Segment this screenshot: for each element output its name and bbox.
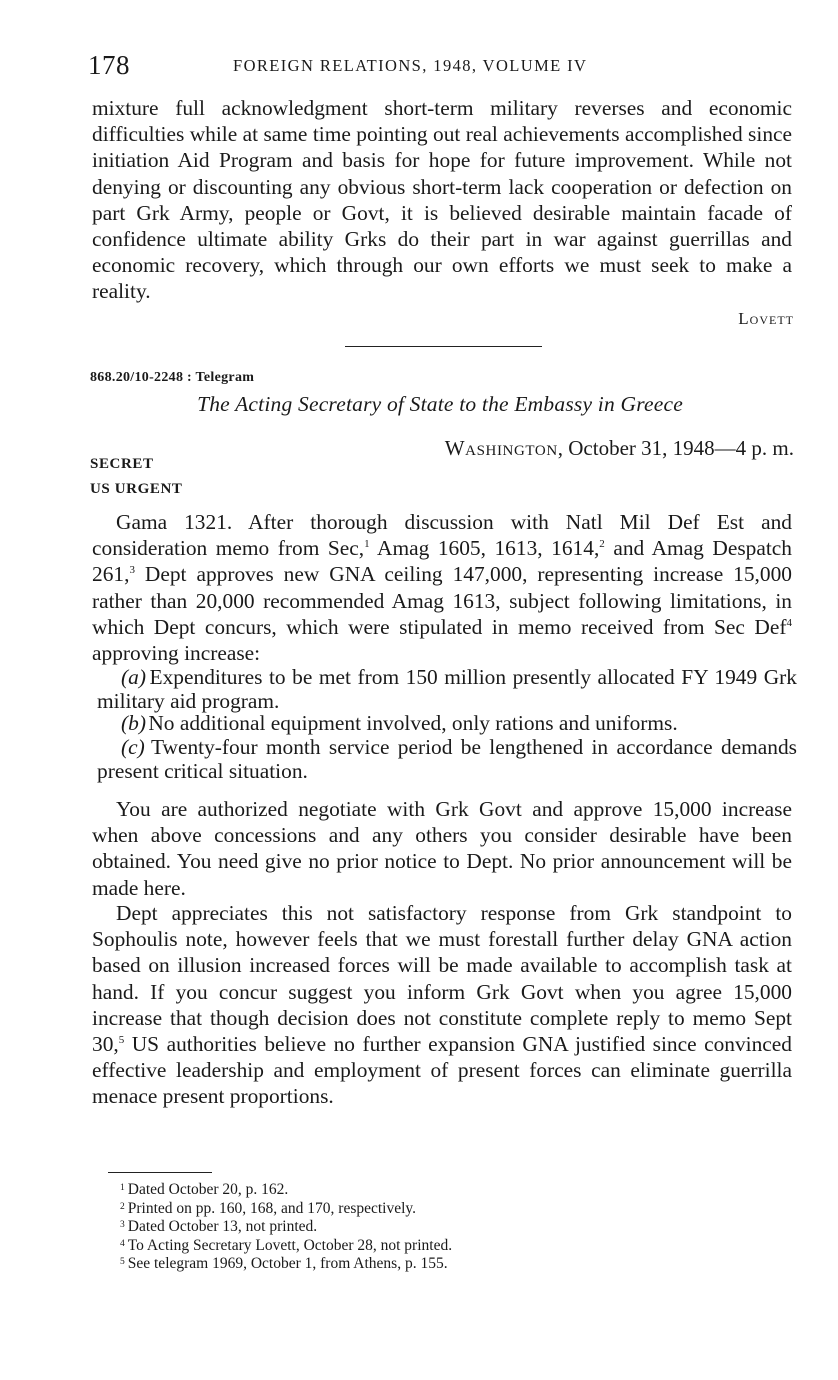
- footnote-text: To Acting Secretary Lovett, October 28, not printed.: [127, 1236, 453, 1254]
- footnote-text: See telegram 1969, October 1, from Athens, p. 155.: [127, 1255, 448, 1272]
- footnote-ref-5: 5: [118, 1034, 125, 1047]
- classification: SECRET: [90, 456, 154, 472]
- list-item-b: [97, 711, 797, 735]
- footnote-ref-3: 3: [129, 564, 135, 577]
- list-item-a: [97, 665, 797, 713]
- footnote-text: Dated October 20, p. 162.: [127, 1181, 289, 1198]
- list-item-a-label: (a): [121, 665, 146, 689]
- signature: Lovett: [738, 309, 794, 328]
- footnote: [120, 1180, 720, 1199]
- footnote-rule: [108, 1172, 212, 1173]
- list-item-b-label: (b): [121, 711, 146, 735]
- footnote-mark: 1: [120, 1183, 125, 1193]
- footnote: [120, 1254, 720, 1273]
- footnote-mark: 2: [120, 1201, 125, 1212]
- section-divider: [345, 346, 542, 347]
- dateline: [445, 436, 794, 461]
- footnote-ref-1: 1: [364, 538, 370, 551]
- dateline-place: Washington: [444, 436, 558, 460]
- paragraph-2: You are authorized negotiate with Grk Govt and approve 15,000 increase when above concessions and any others you consider desirable have been obtained. You need give no prior notice to Dept. No prior announcement will be made here.: [92, 797, 792, 900]
- running-head-title: FOREIGN RELATIONS, 1948, VOLUME IV: [233, 56, 588, 75]
- paragraph-3-text-a: Dept appreciates this not satisfactory response from Grk standpoint to Sophoulis note, however feels that we must forestall further delay GNA action based on illusion increased forces will be made available to accomplish task at hand. If you concur suggest you inform Grk Govt when you agree 15,000 increase that though decision does not constitute complete reply to memo Sept 30,: [92, 901, 792, 1057]
- footnote: [120, 1199, 720, 1218]
- paragraph-1-text-c: and Amag Despatch 261,: [92, 536, 792, 587]
- list-item-c: [97, 735, 797, 783]
- page-number: 178: [88, 50, 130, 80]
- footnote-text: Printed on pp. 160, 168, and 170, respectively.: [127, 1199, 417, 1217]
- list-item-c-label: (c): [121, 735, 145, 759]
- dateline-date: , October 31, 1948—4 p. m.: [557, 436, 794, 460]
- paragraph-1: [92, 509, 792, 666]
- footnote-mark: 5: [120, 1257, 125, 1267]
- paragraph-1-text-e: approving increase:: [92, 641, 261, 666]
- footnote-mark: 4: [120, 1238, 125, 1249]
- list-item-b-text: No additional equipment involved, only rations and uniforms.: [148, 711, 678, 735]
- footnote-text: Dated October 13, not printed.: [127, 1218, 318, 1235]
- footnote: [120, 1236, 720, 1255]
- list-item-c-text: Twenty-four month service period be lengthened in accordance demands present critical situation.: [97, 735, 797, 783]
- footnote-mark: 3: [120, 1220, 125, 1230]
- list-item-a-text: Expenditures to be met from 150 million presently allocated FY 1949 Grk military aid program.: [97, 665, 797, 713]
- file-reference: 868.20/10-2248 : Telegram: [90, 370, 255, 385]
- footnote: [120, 1217, 720, 1236]
- paragraph-3-text-b: US authorities believe no further expansion GNA justified since convinced effective leadership and employment of present forces can eliminate guerrilla menace present proportions.: [92, 1032, 792, 1109]
- precedence: US URGENT: [90, 481, 183, 497]
- footnote-ref-2: 2: [599, 538, 605, 551]
- running-head: [88, 50, 798, 84]
- paragraph-3: [92, 900, 792, 1110]
- footnotes: [120, 1180, 720, 1273]
- paragraph-1-text-d: Dept approves new GNA ceiling 147,000, representing increase 15,000 rather than 20,000 recommended Amag 1613, subject following limitations, in which Dept concurs, which were stipulated in memo received from Sec Def: [92, 562, 792, 639]
- footnote-ref-4: 4: [786, 616, 792, 629]
- document-title: The Acting Secretary of State to the Embassy in Greece: [197, 392, 683, 416]
- continuation-paragraph: mixture full acknowledgment short-term military reverses and economic difficulties while at same time pointing out real achievements accomplished since initiation Aid Program and basis for hope for future improvement. While not denying or discounting any obvious short-term lack cooperation or defection on part Grk Army, people or Govt, it is believed desirable maintain facade of confidence ultimate ability Grks do their part in war against guerrillas and economic recovery, which through our own efforts we must seek to make a reality.: [92, 96, 792, 304]
- paragraph-1-text-b: Amag 1605, 1613, 1614,: [369, 536, 600, 561]
- paragraph-1-text-a: Gama 1321. After thorough discussion with Natl Mil Def Est and consideration memo from Sec,: [92, 510, 792, 561]
